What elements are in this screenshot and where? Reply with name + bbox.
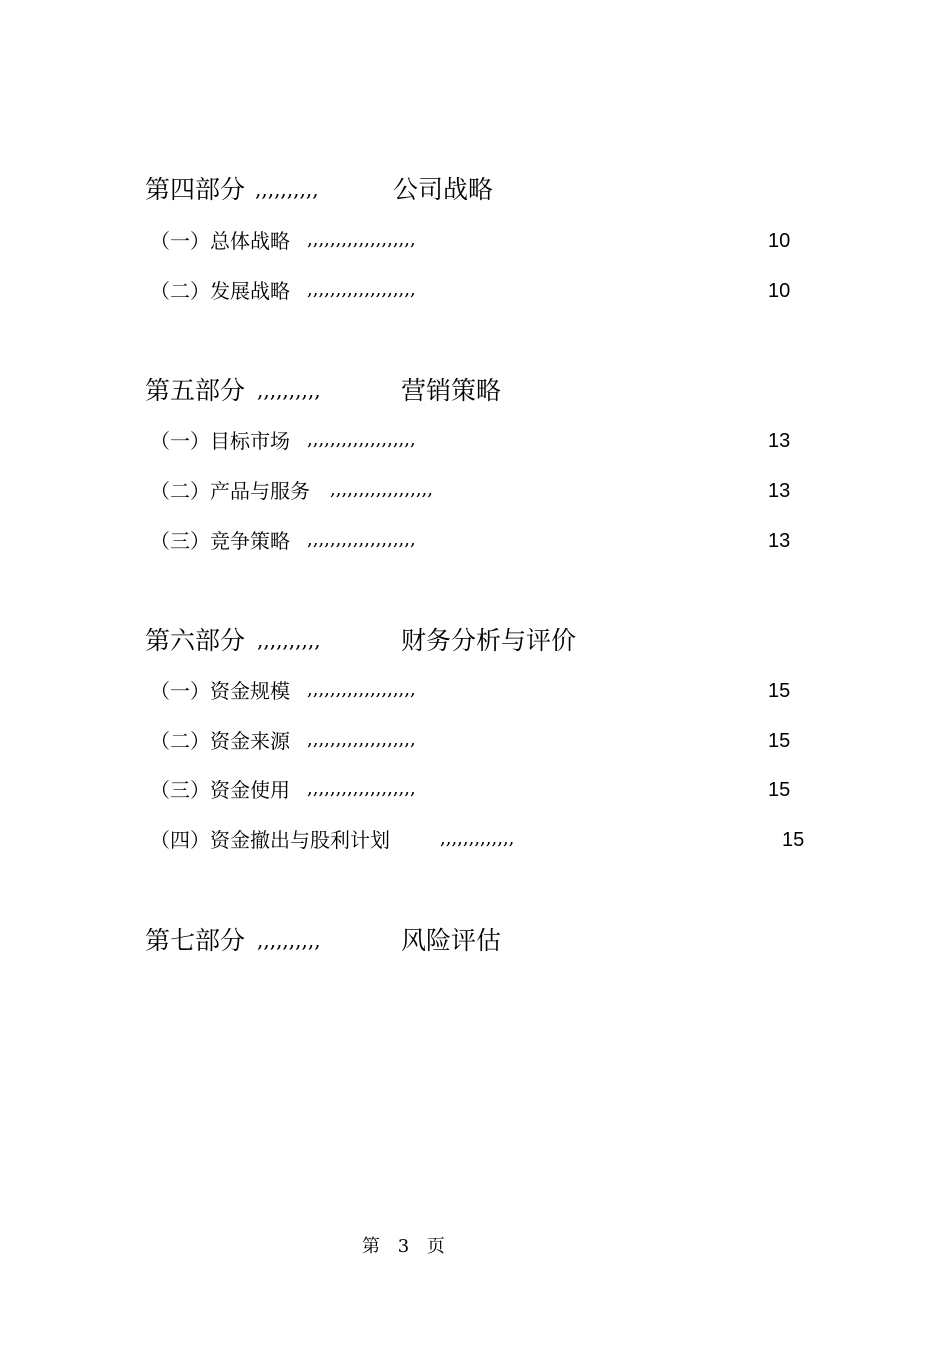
toc-entry[interactable] — [150, 279, 791, 303]
leader-dots: ,,,,,,,,,,,,, — [440, 828, 515, 849]
entry-page-number: 15 — [782, 829, 805, 851]
entry-page-number: 13 — [768, 480, 791, 502]
entry-label: （二）资金来源 — [150, 729, 290, 753]
toc-part-heading[interactable] — [145, 175, 494, 204]
leader-dots: ,,,,,,,,,,,,,,,,,,, — [307, 679, 416, 700]
part-label: 第六部分 — [145, 626, 246, 655]
leader-dots: ,,,,,,,,,,,,,,,,,,, — [307, 279, 416, 300]
entry-page-number: 15 — [768, 680, 791, 702]
footer-prefix: 第 — [362, 1236, 380, 1257]
toc-entry[interactable] — [150, 679, 791, 703]
footer-page-number: 3 — [397, 1236, 410, 1257]
leader-dots: ,,,,,,,,,,,,,,,,,,, — [307, 729, 416, 750]
leader-dots: ,,,,,,,,,, — [257, 378, 321, 402]
entry-label: （三）竞争策略 — [150, 529, 290, 553]
toc-part-heading[interactable] — [145, 926, 502, 955]
entry-page-number: 13 — [768, 430, 791, 452]
page-footer — [362, 1232, 445, 1258]
entry-page-number: 10 — [768, 280, 791, 302]
entry-label: （二）产品与服务 — [150, 479, 310, 503]
part-title: 公司战略 — [393, 175, 494, 204]
toc-entry[interactable] — [150, 429, 791, 453]
entry-label: （一）总体战略 — [150, 229, 290, 253]
leader-dots: ,,,,,,,,,,,,,,,,,,, — [307, 229, 416, 250]
part-title: 风险评估 — [401, 926, 502, 955]
entry-label: （三）资金使用 — [150, 778, 290, 802]
part-title: 财务分析与评价 — [401, 626, 577, 655]
toc-entry[interactable] — [150, 828, 805, 852]
toc-entry[interactable] — [150, 529, 791, 553]
leader-dots: ,,,,,,,,,,,,,,,,,,, — [307, 529, 416, 550]
leader-dots: ,,,,,,,,,, — [257, 928, 321, 952]
toc-entry[interactable] — [150, 229, 791, 253]
entry-page-number: 15 — [768, 730, 791, 752]
toc-entry[interactable] — [150, 729, 791, 753]
entry-label: （四）资金撤出与股利计划 — [150, 828, 390, 852]
leader-dots: ,,,,,,,,,,,,,,,,,,, — [307, 429, 416, 450]
leader-dots: ,,,,,,,,,,,,,,,,,,, — [307, 778, 416, 799]
part-title: 营销策略 — [401, 376, 502, 405]
toc-part-heading[interactable] — [145, 626, 577, 655]
leader-dots: ,,,,,,,,,, — [257, 628, 321, 652]
leader-dots: ,,,,,,,,,,,,,,,,,, — [330, 479, 433, 500]
leader-dots: ,,,,,,,,,, — [255, 177, 319, 201]
part-label: 第七部分 — [145, 926, 246, 955]
entry-label: （二）发展战略 — [150, 279, 290, 303]
entry-label: （一）资金规模 — [150, 679, 290, 703]
toc-part-heading[interactable] — [145, 376, 502, 405]
part-label: 第五部分 — [145, 376, 246, 405]
entry-page-number: 13 — [768, 530, 791, 552]
entry-page-number: 15 — [768, 779, 791, 801]
entry-page-number: 10 — [768, 230, 791, 252]
part-label: 第四部分 — [145, 175, 246, 204]
toc-entry[interactable] — [150, 479, 791, 503]
toc-entry[interactable] — [150, 778, 791, 802]
entry-label: （一）目标市场 — [150, 429, 290, 453]
footer-suffix: 页 — [426, 1236, 445, 1257]
